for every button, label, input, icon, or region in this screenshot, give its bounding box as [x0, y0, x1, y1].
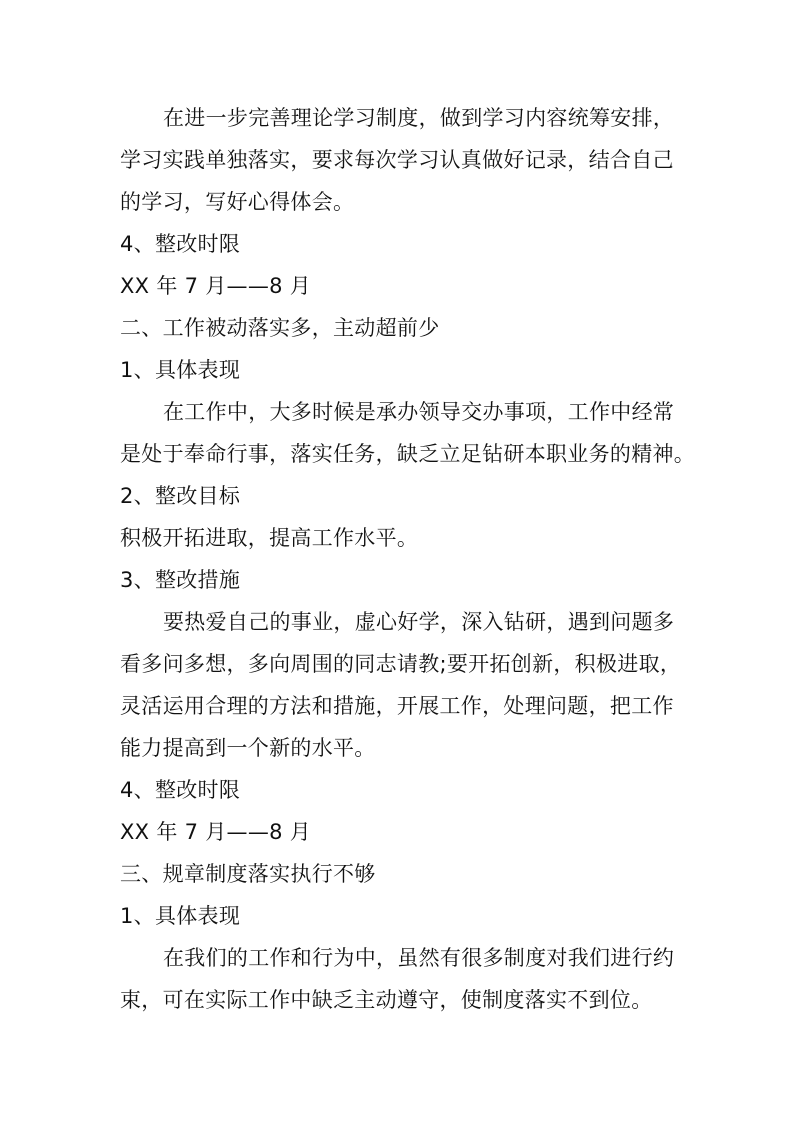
paragraph-line: 灵活运用合理的方法和措施，开展工作，处理问题，把工作 [120, 694, 674, 718]
section-heading: 2、整改目标 [120, 484, 241, 508]
paragraph-line: 积极开拓进取，提高工作水平。 [120, 526, 419, 550]
paragraph-line: 在工作中，大多时候是承办领导交办事项，工作中经常 [163, 400, 675, 424]
paragraph-line: 能力提高到一个新的水平。 [120, 736, 376, 760]
section-heading: 1、具体表现 [120, 358, 241, 382]
section-heading: 1、具体表现 [120, 904, 241, 928]
paragraph-line: 要热爱自己的事业，虚心好学，深入钻研，遇到问题多 [163, 610, 675, 634]
paragraph-line: 的学习，写好心得体会。 [120, 190, 355, 214]
section-heading: 4、整改时限 [120, 778, 241, 802]
time-range: XX 年 7 月——8 月 [120, 274, 312, 298]
paragraph-line: 看多问多想，多向周围的同志请教;要开拓创新，积极进取， [120, 652, 682, 676]
time-range: XX 年 7 月——8 月 [120, 820, 312, 844]
section-heading: 三、规章制度落实执行不够 [120, 862, 376, 886]
paragraph-line: 是处于奉命行事，落实任务，缺乏立足钻研本职业务的精神。 [120, 442, 696, 466]
section-heading: 3、整改措施 [120, 568, 241, 592]
paragraph-line: 束，可在实际工作中缺乏主动遵守，使制度落实不到位。 [120, 988, 653, 1012]
section-heading: 二、工作被动落实多，主动超前少 [120, 316, 440, 340]
paragraph-line: 在我们的工作和行为中，虽然有很多制度对我们进行约 [163, 946, 675, 970]
section-heading: 4、整改时限 [120, 232, 241, 256]
paragraph-line: 学习实践单独落实，要求每次学习认真做好记录，结合自己 [120, 148, 674, 172]
paragraph-line: 在进一步完善理论学习制度，做到学习内容统筹安排， [163, 106, 675, 130]
